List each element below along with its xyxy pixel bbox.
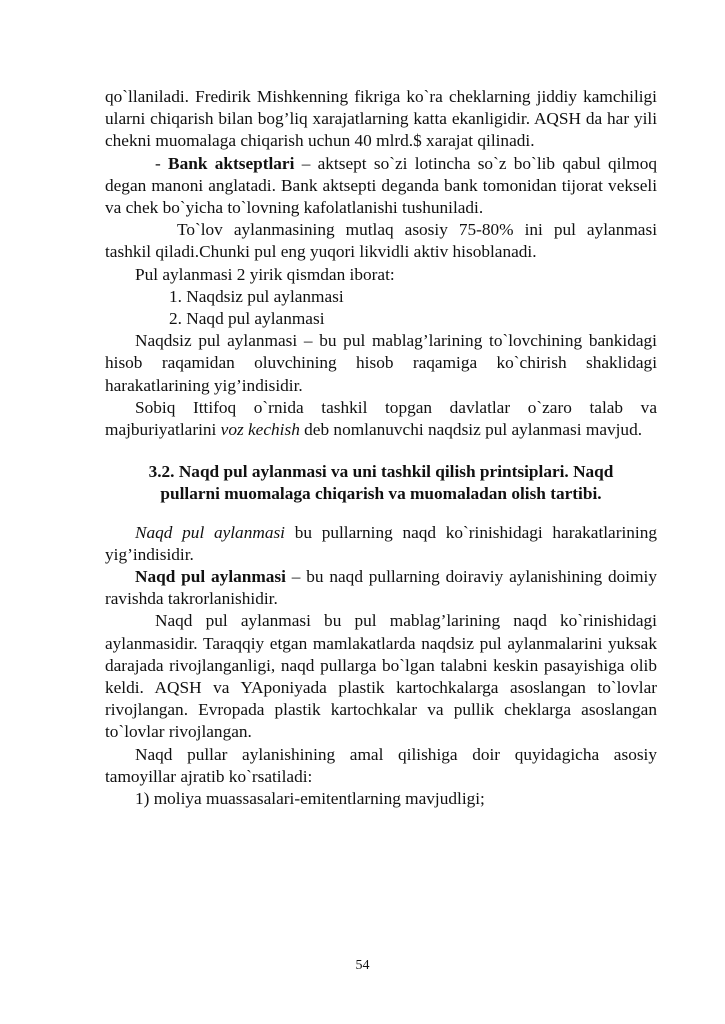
paragraph-cash-cycle	[105, 566, 657, 610]
paragraph-developed-countries: Naqd pul aylanmasi bu pul mablag’larining naqd ko`rinishidagi aylanmasidir. Taraqqiy etgan mamlakatlarda naqdsiz pul aylanmalarini yuksak darajada rivojlanganligi, naqd pullarga bo`lgan talabni keskin pasayishiga olib keldi. AQSH va YAponiyada plastik kartochkalarga asoslangan to`lovlar rivojlangan. Evropada plastik kartochkalar va pullik cheklarga asoslangan to`lovlar rivojlangan.	[105, 611, 657, 742]
text-fragment: – bu naqd pullarning doiraviy aylanishining doimiy ravishda takrorlanishidir.	[105, 567, 657, 609]
page-number: 54	[355, 958, 370, 973]
paragraph-cheque-costs: qo`llaniladi. Fredirik Mishkenning fikriga ko`ra cheklarning jiddiy kamchiligi ularni chiqarish bilan bog’liq xarajatlarning katta ekanligidir. AQSH da har yili chekni muomalaga chiqarish uchun 40 mlrd.$ xarajat qilinadi.	[105, 87, 657, 151]
term-naqd-pul-aylanmasi: Naqd pul aylanmasi	[135, 522, 285, 542]
paragraph-principle-1: 1) moliya muassasalari-emitentlarning mavjudligi;	[135, 789, 485, 809]
paragraph-bank-acceptance	[105, 153, 657, 220]
text-fragment: deb nomlanuvchi naqdsiz pul aylanmasi mavjud.	[299, 420, 643, 440]
heading-line-1: 3.2. Naqd pul aylanmasi va uni tashkil qilish printsiplari. Naqd	[148, 462, 614, 482]
paragraph-cash-definition	[105, 522, 657, 566]
paragraph-former-union	[105, 397, 657, 441]
paragraph-two-parts: Pul aylanmasi 2 yirik qismdan iborat:	[135, 264, 395, 284]
term-bank-aktseptlari: Bank aktseptlari	[168, 153, 295, 173]
paragraph-non-cash-definition: Naqdsiz pul aylanmasi – bu pul mablag’larining to`lovchining bankidagi hisob raqamidan oluvchining hisob raqamiga ko`chirish shaklidagi harakatlarining yig’indisidir.	[105, 331, 657, 395]
definition-text: – aktsept so`zi lotincha so`z bo`lib qabul qilmoq degan manoni anglatadi. Bank aktsepti deganda bank tomonidan tijorat vekseli va chek bo`yicha to`lovning kafolatlanishi tushuniladi.	[105, 153, 657, 218]
text-fragment: Sobiq Ittifoq o`rnida tashkil topgan davlatlar o`zaro talab va majburiyatlarini	[105, 397, 657, 440]
text-fragment: bu pullarning naqd ko`rinishidagi harakatlarining yig’indisidir.	[105, 522, 658, 564]
term-naqd-pul-aylanmasi-bold: Naqd pul aylanmasi	[135, 567, 286, 587]
section-heading	[105, 461, 657, 505]
paragraph-principles-intro: Naqd pullar aylanishining amal qilishiga doir quyidagicha asosiy tamoyillar ajratib ko`rsatiladi:	[105, 744, 657, 786]
list-dash: -	[155, 153, 169, 173]
paragraph-payment-turnover: To`lov aylanmasining mutlaq asosiy 75-80% ini pul aylanmasi tashkil qiladi.Chunki pul eng yuqori likvidli aktiv hisoblanadi.	[105, 220, 657, 262]
heading-line-2: pullarni muomalaga chiqarish va muomaladan olish tartibi.	[160, 484, 602, 504]
list-item-cash: 2. Naqd pul aylanmasi	[169, 309, 325, 329]
document-page	[105, 86, 657, 810]
list-item-non-cash: 1. Naqdsiz pul aylanmasi	[169, 286, 344, 306]
term-voz-kechish: voz kechish	[220, 420, 300, 440]
